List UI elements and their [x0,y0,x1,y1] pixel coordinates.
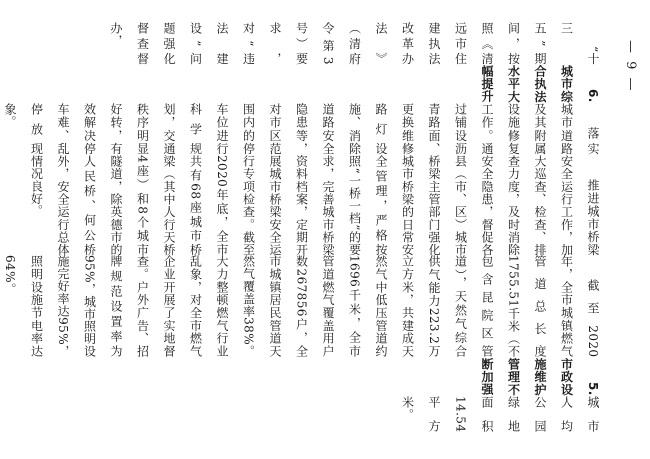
paragraph-roads: 落实城市道路及其附属设施修复工作。通过铺设沥青路面、更换维修路灯设施、消除道路安全隐患等，对市区范围内的停车位进行科学规划，交通秩序明显好转，有效解决停车难、乱停放现象。 [3,102,600,155]
section-heading-municipal-facilities: 5. 市政设施维护管理不断加强 [480,357,600,396]
paragraph-gas-pipeline: 截至2020年，全市城镇燃气管道总长度1755.51千米（不包含昆院区管道），天然气综合供气能力223.2万立方米，共建成天然气中低压管道约1696千米，全市管道燃气覆盖用户数267856户，全市城镇居民管道天然气覆盖率38%。大力整顿燃气行业乱象，对全市燃气企业开展了实地督查。户外广告、招牌规范设置率为95%，城市照明设施完好率达95%，照明设施节电率达64%。 [3,255,600,358]
paragraph-park-area: 城市人均公园绿地面积14.54平方米。 [400,395,600,432]
paragraph-bridges: 推进城市桥梁安全运行工作，加大巡查、检查、排查力度，及时消除安全隐患，督促各县（市、区）城市桥梁主管部门强化城市桥梁的日常安全管理，严格按照“一桥一档”的要求，完善城市桥梁资料档案，定期开展城市桥梁安全运行专项检查。截至2020年底，全市共有68座城市桥梁（其中人行天桥4座）和8个城市隧道，除英德市的人民桥、何公桥外，安全运行总体情况良好。 [29,154,600,256]
section-heading-law-enforcement: 6. 城市综合执法水平大幅提升 [480,64,600,103]
paragraph-enforcement: “十三五”期间，按照《清远市住建执法改革办法》（清府令第3号）要求，对“违法建设”问题强化督查督办， [109,22,600,65]
page-number: — 9 — [623,40,638,93]
document-body [0,22,606,432]
